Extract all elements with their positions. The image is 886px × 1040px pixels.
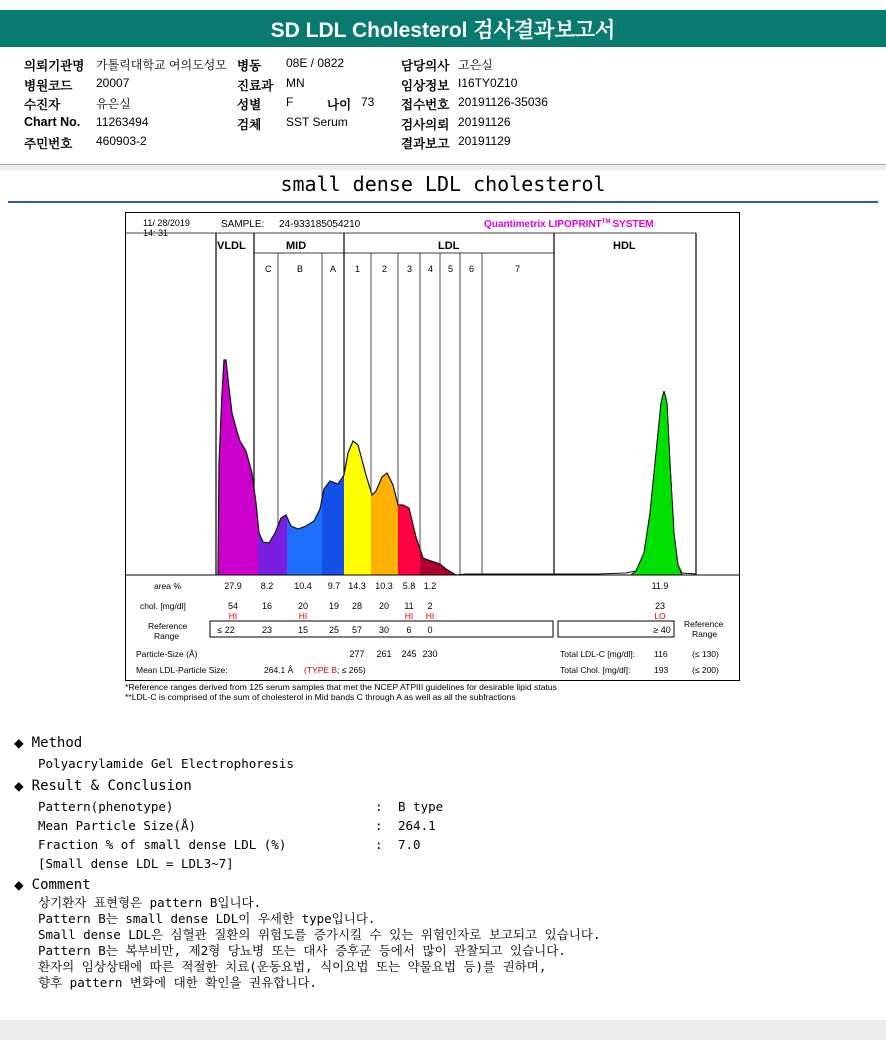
chol-value: 28: [351, 601, 363, 611]
sample-label: SAMPLE:: [221, 219, 265, 230]
area-row: [224, 581, 668, 591]
band-label-7: 7: [515, 264, 521, 274]
info-label: 의뢰기관명: [24, 59, 85, 73]
row-label-particle: Particle-Size (Å): [136, 649, 198, 659]
total-ldl-label: Total LDL-C [mg/dl]:: [560, 649, 636, 659]
band-label-2: 2: [382, 264, 388, 274]
densitometry-curve: [218, 360, 696, 575]
total-ldl-value: 116: [654, 649, 668, 659]
flag-value: HI: [425, 611, 435, 621]
info-value: 가톨릭대학교 여의도성모: [96, 58, 227, 72]
info-value: 20007: [96, 76, 130, 90]
info-label: 성별: [237, 98, 262, 112]
brand-label: Quantimetrix LIPOPRINT™ SYSTEM: [484, 219, 654, 230]
info-label: 나이: [327, 98, 352, 112]
method-heading: [14, 735, 82, 751]
chol-value: 54: [227, 601, 239, 611]
band-label-1: 1: [355, 264, 361, 274]
info-label: 수진자: [24, 98, 61, 112]
lipoprint-chart: [125, 212, 740, 681]
group-mid: MID: [286, 240, 307, 252]
info-value: 460903-2: [96, 134, 147, 148]
chol-value: 23: [654, 601, 666, 611]
footnote: **LDL-C is comprised of the sum of cholesterol in Mid bands C through A as well as all the subfractions: [125, 692, 516, 702]
area-value: 1.2: [423, 581, 437, 591]
comment-line: 향후 pattern 변화에 대한 확인을 권유합니다.: [38, 975, 317, 990]
result-value: 7.0: [398, 837, 421, 852]
ref-value: 23: [261, 625, 273, 635]
diamond-bullet-icon: ◆: [14, 776, 24, 795]
info-value: I16TY0Z10: [458, 76, 518, 90]
area-value: 27.9: [224, 581, 242, 591]
info-label: 병원코드: [24, 79, 73, 93]
comment-line: 환자의 임상상태에 따른 적절한 치료(운동요법, 식이요법 또는 약물요법 등)를 권하며,: [38, 959, 547, 974]
band-label-B: B: [297, 264, 304, 274]
area-value: 9.7: [327, 581, 341, 591]
info-value: 11263494: [96, 115, 149, 129]
mean-type: (TYPE B: [304, 665, 338, 675]
band-label-5: 5: [448, 264, 454, 274]
info-label: 검체: [237, 118, 262, 132]
area-value: 11.9: [651, 581, 669, 591]
info-label: 병동: [237, 59, 262, 73]
info-label: 담당의사: [401, 59, 450, 73]
mean-tail: ; ≤ 265): [337, 665, 366, 675]
band-label-C: C: [265, 264, 272, 274]
report-title: SD LDL Cholesterol 검사결과보고서: [270, 18, 616, 42]
comment-line: Pattern B는 복부비만, 제2형 당뇨병 또는 대사 증후군 등에서 많이 관찰되고 있습니다.: [38, 943, 566, 958]
info-value: 유은실: [96, 97, 131, 111]
footnote: *Reference ranges derived from 125 serum samples that met the NCEP ATPIII guidelines for desirable lipid status: [125, 682, 557, 692]
info-value: SST Serum: [286, 115, 348, 129]
chol-row: [228, 601, 665, 611]
chol-value: 16: [261, 601, 273, 611]
footer-band: [0, 1020, 886, 1040]
row-label-ref: Reference Range: [148, 621, 188, 641]
chart-footnotes: [125, 682, 557, 702]
info-label: Chart No.: [24, 115, 81, 129]
chol-value: 20: [378, 601, 390, 611]
flag-value: LO: [654, 611, 666, 621]
hdl-peak: [631, 391, 682, 575]
info-value: 08E / 0822: [286, 56, 345, 70]
result-sep: :: [375, 837, 383, 852]
ref-row: [217, 625, 670, 635]
total-ldl-ref: (≤ 130): [692, 649, 719, 659]
flag-value: HI: [228, 611, 238, 621]
ref-value: 6: [406, 625, 412, 635]
result-sep: :: [375, 818, 383, 833]
info-value: 고은실: [458, 58, 493, 72]
area-value: 5.8: [402, 581, 416, 591]
ref-value: ≥ 40: [653, 625, 671, 635]
chart-date: 11/ 28/2019: [143, 218, 190, 228]
info-value: 20191126-35036: [458, 95, 548, 109]
ref-value: 30: [378, 625, 390, 635]
info-label: 검사의뢰: [401, 118, 450, 132]
comment-body: [38, 895, 600, 991]
total-chol-ref: (≤ 200): [692, 665, 719, 675]
info-value: 20191129: [458, 134, 511, 148]
area-value: 8.2: [260, 581, 274, 591]
ldl4-peak: [420, 548, 456, 575]
particle-size-value: 261: [376, 649, 392, 659]
sample-id: 24-933185054210: [279, 219, 361, 230]
ref-value: 25: [328, 625, 340, 635]
diamond-bullet-icon: ◆: [14, 733, 24, 752]
ref-value: ≤ 22: [217, 625, 235, 635]
particle-size-row: [349, 649, 437, 659]
info-label: 진료과: [237, 79, 274, 93]
patient-info-panel: [0, 52, 886, 165]
result-value: 264.1: [398, 818, 436, 833]
comment-line: 상기환자 표현형은 pattern B입니다.: [38, 895, 262, 910]
info-label: 임상정보: [401, 79, 450, 93]
result-value: B type: [398, 799, 444, 814]
area-value: 10.4: [294, 581, 312, 591]
info-label: 접수번호: [401, 98, 450, 112]
flag-row: [229, 611, 666, 621]
result-label: Mean Particle Size(Å): [38, 818, 197, 833]
comment-heading: [14, 877, 91, 893]
lipoprint-figure: [126, 213, 739, 680]
row-label-mean: Mean LDL-Particle Size:: [136, 665, 228, 675]
ref-value: 0: [427, 625, 433, 635]
row-label-area: area %: [154, 581, 181, 591]
method-heading-text: Method: [31, 735, 83, 751]
particle-size-value: 230: [422, 649, 438, 659]
info-value: F: [286, 95, 294, 109]
info-value: MN: [286, 76, 305, 90]
chol-value: 19: [328, 601, 340, 611]
area-value: 10.3: [375, 581, 393, 591]
band-label-3: 3: [407, 264, 413, 274]
result-heading-text: Result & Conclusion: [31, 778, 192, 794]
area-value: 14.3: [348, 581, 366, 591]
section-subtitle: small dense LDL cholesterol: [280, 172, 606, 196]
band-label-6: 6: [469, 264, 475, 274]
particle-size-value: 245: [401, 649, 417, 659]
ref-right-label: Reference Range: [684, 619, 724, 639]
band-label-A: A: [330, 264, 337, 274]
report-title-banner: [0, 10, 886, 47]
result-label: Pattern(phenotype): [38, 799, 174, 814]
band-label-4: 4: [428, 264, 434, 274]
result-heading: [14, 778, 192, 794]
result-sep: :: [375, 799, 383, 814]
comment-line: Small dense LDL은 심혈관 질환의 위험도를 증가시킬 수 있는 위험인자로 보고되고 있습니다.: [38, 927, 601, 942]
ref-value: 15: [297, 625, 309, 635]
total-chol-value: 193: [654, 665, 669, 675]
info-label: 주민번호: [24, 137, 73, 151]
chart-time: 14: 31: [143, 228, 169, 238]
diamond-bullet-icon: ◆: [14, 875, 24, 894]
result-label: Fraction % of small dense LDL (%): [38, 837, 287, 852]
divider-rule: [8, 201, 878, 203]
group-vldl: VLDL: [217, 240, 246, 252]
flag-value: HI: [298, 611, 308, 621]
chol-value: 20: [297, 601, 309, 611]
group-ldl: LDL: [438, 240, 460, 252]
method-text: Polyacrylamide Gel Electrophoresis: [38, 756, 294, 771]
particle-size-value: 277: [349, 649, 365, 659]
result-note: [Small dense LDL = LDL3~7]: [38, 856, 234, 871]
ref-value: 57: [351, 625, 363, 635]
flag-value: HI: [404, 611, 414, 621]
chol-value: 11: [404, 601, 414, 611]
mean-size-value: 264.1 Å: [264, 665, 294, 675]
group-hdl: HDL: [613, 240, 636, 252]
info-value: 20191126: [458, 115, 511, 129]
row-label-chol: chol. [mg/dl]: [140, 601, 186, 611]
chol-value: 2: [427, 601, 433, 611]
comment-line: Pattern B는 small dense LDL이 우세한 type입니다.: [38, 911, 376, 926]
comment-heading-text: Comment: [31, 877, 91, 893]
info-label: 결과보고: [401, 137, 450, 151]
divider-band: [0, 165, 886, 170]
info-value: 73: [361, 95, 375, 109]
total-chol-label: Total Chol. [mg/dl]:: [560, 665, 631, 675]
